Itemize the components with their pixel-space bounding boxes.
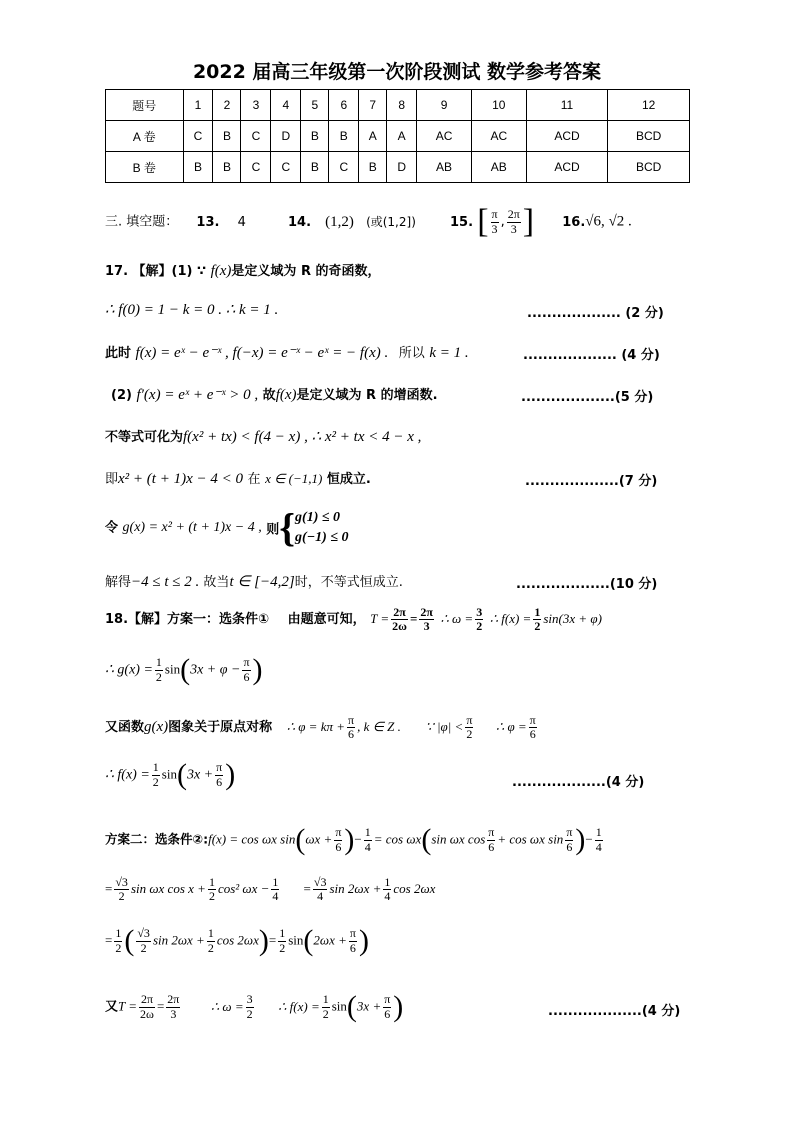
table-cell: B xyxy=(213,121,241,152)
q15-number: 15. xyxy=(450,214,474,230)
p17-l7-c: 则 xyxy=(266,522,280,538)
table-cell: B xyxy=(359,152,387,183)
p18-l4-pd: 6 xyxy=(216,774,223,789)
p18-l5-c: ωx + xyxy=(305,831,333,847)
p18-l7-bn: √3 xyxy=(137,926,150,941)
table-cell: 4 xyxy=(271,90,301,121)
p18-l3-f: ∵ |φ| < xyxy=(425,719,464,735)
p18-l7-fn: π xyxy=(349,926,356,941)
p17-l8-a: 解得 xyxy=(105,575,132,590)
table-cell: 题号 xyxy=(106,90,184,121)
p18-l4-c: 3x + xyxy=(186,767,214,783)
p18-l1-f4n: 1 xyxy=(534,605,541,619)
p18-l1-c: T = xyxy=(370,611,390,627)
p17-l3-math: f(x) = eˣ − e⁻ˣ , f(−x) = e⁻ˣ − eˣ = − f(x) . xyxy=(135,345,389,361)
p18-line4: ∴ f(x) = $\frac{1}{2}$ sin(3x + $\frac{\pi}{6}$ ) xyxy=(105,758,236,791)
p17-l4-d: f(x) xyxy=(275,387,297,403)
table-cell: 3 xyxy=(241,90,271,121)
p18-l7-cd: 2 xyxy=(207,940,214,955)
p18-l8-cd: 2 xyxy=(246,1006,253,1021)
p17-sys2: g(−1) ≤ 0 xyxy=(295,530,349,545)
table-cell: B xyxy=(301,152,329,183)
p18-l7-dn: 1 xyxy=(279,926,286,941)
p18-l6-cn: 1 xyxy=(272,875,279,889)
p18-l6-en: 1 xyxy=(384,875,391,889)
p17-l4-c: 故 xyxy=(262,388,276,403)
p17-l5-math: f(x² + tx) < f(4 − x) , ∴ x² + tx < 4 − x , xyxy=(183,429,422,445)
table-cell: C xyxy=(241,152,271,183)
p18-l3-b: g(x) xyxy=(144,719,169,736)
p18-l8-cn: 3 xyxy=(246,992,253,1007)
p18-l5-rn: π xyxy=(488,825,495,840)
p18-l3-rn: π xyxy=(529,713,536,727)
table-cell: 12 xyxy=(608,90,690,121)
p18-l5-a: 方案二：选条件②: xyxy=(105,831,209,847)
p18-l5-pn: π xyxy=(335,825,342,840)
p18-l7-c: cos 2ωx xyxy=(216,932,259,948)
p18-l4-fn: 1 xyxy=(152,760,159,775)
q15-frac1-num: π xyxy=(491,207,498,222)
p18-l7-f: 2ωx + xyxy=(313,932,347,948)
p17-line4 xyxy=(105,384,438,404)
p18-l1-e: ∴ f(x) = xyxy=(489,611,532,627)
p18-l5-d: − xyxy=(354,831,362,847)
fill-blank-answers: 三. 填空题： 13. 4 14. (1,2) (或(1,2]) 15. [ $\frac{\pi}{3}$ , $\frac{2\pi}{3}$ ] 16.√6, √2 . xyxy=(105,203,632,240)
p18-l6-an: √3 xyxy=(115,875,128,889)
q15-frac1-den: 3 xyxy=(491,221,498,236)
table-cell: B xyxy=(213,152,241,183)
table-cell: C xyxy=(271,152,301,183)
p17-l2-math: ∴ f(0) = 1 − k = 0 . ∴ k = 1 . xyxy=(105,302,279,318)
table-cell: AB xyxy=(417,152,472,183)
p18-l1-f3d: 2 xyxy=(476,619,483,634)
table-row xyxy=(106,152,690,183)
p18-l6-f: cos 2ωx xyxy=(393,881,436,897)
p18-l3-rd: 6 xyxy=(529,727,536,742)
p18-l6-a: = xyxy=(105,881,113,897)
p18-l7-cn: 1 xyxy=(207,926,214,941)
p18-l8-g: 3x + xyxy=(356,998,382,1014)
p18-l3-g: ∴ φ = xyxy=(495,719,527,735)
q14-answer: (1,2) xyxy=(325,213,354,230)
p18-l1-f2n: 2π xyxy=(420,605,433,619)
p18-l8-bn: 2π xyxy=(167,992,180,1007)
p17-l5-a: 不等式可化为 xyxy=(105,430,184,445)
p17-l3-d: k = 1 . xyxy=(429,345,469,361)
p18-l6-b: sin ωx cos x + xyxy=(130,881,206,897)
p18-l8-bd: 3 xyxy=(166,1007,180,1021)
p18-l5-g: + cos ωx sin xyxy=(497,831,564,847)
p18-l5-rd: 6 xyxy=(488,839,495,854)
p18-l3-d: ∴ φ = kπ + xyxy=(286,719,346,735)
p18-l8-f: sin xyxy=(331,998,347,1014)
p17-line7: 令 g(x) = x² + (t + 1)x − 4 , 则{ g(1) ≤ 0 g(−1) ≤ 0 xyxy=(105,505,349,550)
table-cell: C xyxy=(329,152,359,183)
table-cell: 5 xyxy=(301,90,329,121)
q14-number: 14. xyxy=(288,214,312,230)
p18-line8: 又T = $\frac{2\pi}{2\omega}$ = $\frac{2\pi}{3}$ ∴ ω = $\frac{3}{2}$ ∴ f(x) = $\frac{1}{2}$ sin(3x + $\frac{\pi}{6}$ ) xyxy=(105,990,404,1023)
fill-label: 三. 填空题： xyxy=(105,214,179,230)
table-cell: D xyxy=(387,152,417,183)
p18-l5-qd: 4 xyxy=(364,839,371,854)
p17-fx: f(x) xyxy=(210,263,232,279)
p18-l1-b: 由题意可知， xyxy=(287,612,366,628)
table-cell: ACD xyxy=(526,152,608,183)
table-cell: B xyxy=(301,121,329,152)
p18-l8-dn: 1 xyxy=(322,992,329,1007)
p17-head: 17. 【解】(1) ∵ xyxy=(105,264,207,279)
p17-l6-d: x ∈ (−1,1) xyxy=(265,471,323,486)
table-cell: 6 xyxy=(329,90,359,121)
p18-l4-pn: π xyxy=(216,760,223,775)
p18-line5: 方案二：选条件②:f(x) = cos ωx sin(ωx + $\frac{\pi}{6}$ )− $\frac{1}{4}$ = cos ωx(sin ωx cos $\frac{\pi}{6}$ + cos ωx sin $\frac{\pi}{6}$ )− $\frac{1}{4}$ xyxy=(105,823,602,856)
p18-l7-b: sin 2ωx + xyxy=(152,932,205,948)
q13-answer: 4 xyxy=(237,214,246,230)
table-cell: 9 xyxy=(417,90,472,121)
p18-l1-f2d: 3 xyxy=(419,619,434,633)
p18-l2-c: 3x + φ − xyxy=(190,662,241,678)
p18-l6-bd: 2 xyxy=(208,889,215,904)
p18-l8-b: T = xyxy=(118,998,138,1014)
p18-l8-en: π xyxy=(384,992,391,1007)
p18-l5-h: − xyxy=(585,831,593,847)
p17-l4-e: 是定义域为 R 的增函数. xyxy=(296,388,438,403)
p18-l1-g: sin(3x + φ) xyxy=(543,611,602,627)
p18-l7-fd: 6 xyxy=(349,940,356,955)
q13-number: 13. xyxy=(196,214,220,230)
table-cell: 11 xyxy=(526,90,608,121)
p18-l8-dd: 2 xyxy=(322,1006,329,1021)
p18-l8-ed: 6 xyxy=(384,1006,391,1021)
p17-l3-c: 所以 xyxy=(398,346,425,361)
p18-l1-f4d: 2 xyxy=(534,619,541,634)
p18-l2-fn: 1 xyxy=(155,655,162,670)
table-cell: C xyxy=(183,121,213,152)
table-cell: AB xyxy=(471,152,526,183)
p18-l3-c: 图象关于原点对称 xyxy=(168,720,273,736)
table-cell: B 卷 xyxy=(106,152,184,183)
p17-l6-e: 恒成立. xyxy=(326,472,371,487)
p17-l4-math: f′(x) = eˣ + e⁻ˣ > 0 , xyxy=(136,387,259,403)
q14-answer-alt: (或(1,2]) xyxy=(366,214,416,229)
p18-l5-qn: 1 xyxy=(364,825,371,840)
p18-line2: ∴ g(x) = $\frac{1}{2}$ sin(3x + φ − $\frac{\pi}{6}$ ) xyxy=(105,653,263,686)
p18-l6-cd: 4 xyxy=(272,889,279,904)
p17-l8-d: t ∈ [−4,2] xyxy=(229,574,295,590)
p18-l1-d: ∴ ω = xyxy=(440,611,474,627)
p18-l3-qn: π xyxy=(466,713,473,727)
p17-line5 xyxy=(105,426,421,446)
p17-l6-a: 即 xyxy=(105,472,119,487)
p18-l7-bd: 2 xyxy=(136,941,151,955)
table-cell: AC xyxy=(471,121,526,152)
table-cell: BCD xyxy=(608,121,690,152)
p18-line1 xyxy=(105,606,602,633)
p18-l6-e: sin 2ωx + xyxy=(329,881,382,897)
p18-l8-ad: 2ω xyxy=(140,1006,154,1021)
table-cell: A xyxy=(387,121,417,152)
table-cell: B xyxy=(329,121,359,152)
answer-table xyxy=(105,89,690,183)
p18-l8-an: 2π xyxy=(140,992,154,1007)
p18-l2-pn: π xyxy=(243,655,250,670)
p18-l3-e: , k ∈ Z . xyxy=(357,719,401,735)
table-cell: 7 xyxy=(359,90,387,121)
p18-l7-dd: 2 xyxy=(279,940,286,955)
table-cell: D xyxy=(271,121,301,152)
p17-sys1: g(1) ≤ 0 xyxy=(295,510,341,525)
p18-l7-e: sin xyxy=(288,932,304,948)
p18-l6-c: cos² ωx − xyxy=(217,881,270,897)
p18-score-4b: ...................(4 分) xyxy=(548,1004,681,1019)
table-cell: A 卷 xyxy=(106,121,184,152)
p18-l2-a: ∴ g(x) = xyxy=(105,662,153,678)
p18-l7-ad: 2 xyxy=(115,940,122,955)
p18-l1-f1n: 2π xyxy=(393,605,406,619)
p17-l7-a: 令 xyxy=(105,520,119,536)
p18-l8-a: 又 xyxy=(105,999,119,1015)
p18-l5-td: 4 xyxy=(595,839,602,854)
p18-l4-a: ∴ f(x) = xyxy=(105,767,150,783)
q15-frac2-num: 2π xyxy=(507,207,520,222)
p18-l2-b: sin xyxy=(164,661,181,677)
p18-line7: = $\frac{1}{2}$ ( $\frac{√3}{2}$ sin 2ωx + $\frac{1}{2}$ cos 2ωx)= $\frac{1}{2}$ sin(2ωx + $\frac{\pi}{6}$ ) xyxy=(105,924,369,957)
table-cell: B xyxy=(183,152,213,183)
score-4: ................... (4 分) xyxy=(523,348,660,363)
table-cell: 2 xyxy=(213,90,241,121)
p18-l8-d: ∴ ω = xyxy=(210,998,244,1014)
p18-l5-sn: π xyxy=(566,825,573,840)
p18-l3-qd: 2 xyxy=(466,727,473,742)
table-cell: 8 xyxy=(387,90,417,121)
p18-line3 xyxy=(105,714,539,741)
p18-l6-d: = xyxy=(303,881,311,897)
p18-line6 xyxy=(105,876,435,903)
p18-l5-e: = cos ωx xyxy=(373,831,422,847)
p17-line6 xyxy=(105,468,371,488)
p17-l6-c: 在 xyxy=(247,472,261,487)
score-5: ...................(5 分) xyxy=(521,390,654,405)
p18-l1-a: 18.【解】方案一：选条件① xyxy=(105,612,270,628)
p18-l5-sd: 6 xyxy=(566,839,573,854)
table-cell: AC xyxy=(417,121,472,152)
q16-answer: √6, √2 . xyxy=(585,213,632,230)
p17-l4-a: (2) xyxy=(111,388,132,403)
table-row xyxy=(106,121,690,152)
p18-l3-pd: 6 xyxy=(348,727,355,742)
p18-l6-dn: √3 xyxy=(313,875,327,889)
table-cell: BCD xyxy=(608,152,690,183)
p18-l5-tn: 1 xyxy=(595,825,602,840)
table-cell: A xyxy=(359,121,387,152)
p18-l7-a: = xyxy=(105,932,113,948)
p18-l1-f1d: 2ω xyxy=(392,619,407,634)
score-7: ...................(7 分) xyxy=(525,474,658,489)
p18-l1-eq: = xyxy=(409,611,418,627)
table-header-row xyxy=(106,90,690,121)
table-cell: 10 xyxy=(471,90,526,121)
p18-l3-pn: π xyxy=(348,713,355,727)
p18-l2-fd: 2 xyxy=(155,669,162,684)
table-cell: ACD xyxy=(526,121,608,152)
p18-l5-f: sin ωx cos xyxy=(431,831,486,847)
score-2: ................... (2 分) xyxy=(527,306,664,321)
p17-line8 xyxy=(105,571,403,591)
p17-l8-math: −4 ≤ t ≤ 2 . xyxy=(131,574,200,590)
p18-l7-an: 1 xyxy=(115,926,122,941)
p18-l1-f3n: 3 xyxy=(476,605,483,619)
p18-l7-d: = xyxy=(268,932,277,948)
p17-l3-a: 此时 xyxy=(105,346,132,361)
p18-l6-ad: 2 xyxy=(114,889,129,903)
p18-l8-e: ∴ f(x) = xyxy=(278,998,320,1014)
p17-l8-e: 时，不等式恒成立. xyxy=(294,575,403,590)
p18-l5-b: f(x) = cos ωx sin xyxy=(208,831,296,847)
p18-l2-pd: 6 xyxy=(243,669,250,684)
p18-score-4a: ...................(4 分) xyxy=(512,775,645,790)
p18-l6-ed: 4 xyxy=(384,889,391,904)
p17-line2 xyxy=(105,300,278,319)
score-10: ...................(10 分) xyxy=(516,577,658,592)
p17-line3 xyxy=(105,342,469,362)
q15-frac2-den: 3 xyxy=(507,222,521,236)
p18-l3-a: 又函数 xyxy=(105,720,145,736)
table-cell: 1 xyxy=(183,90,213,121)
p17-l1-text: 是定义域为 R 的奇函数， xyxy=(231,264,381,279)
p17-l7-math: g(x) = x² + (t + 1)x − 4 , xyxy=(122,520,262,535)
p17-l8-c: 故当 xyxy=(203,575,230,590)
p17-l6-math: x² + (t + 1)x − 4 < 0 xyxy=(118,471,243,487)
p18-l8-c: = xyxy=(156,998,165,1014)
p18-l6-dd: 4 xyxy=(313,889,328,903)
p18-l4-b: sin xyxy=(161,766,177,782)
table-cell: C xyxy=(241,121,271,152)
p17-line1 xyxy=(105,260,380,280)
q16-number: 16. xyxy=(562,214,586,230)
p18-l6-bn: 1 xyxy=(208,875,215,889)
p18-l4-fd: 2 xyxy=(152,774,159,789)
p18-l5-pd: 6 xyxy=(335,839,342,854)
page-title: 2022 届高三年级第一次阶段测试 数学参考答案 xyxy=(192,61,602,83)
